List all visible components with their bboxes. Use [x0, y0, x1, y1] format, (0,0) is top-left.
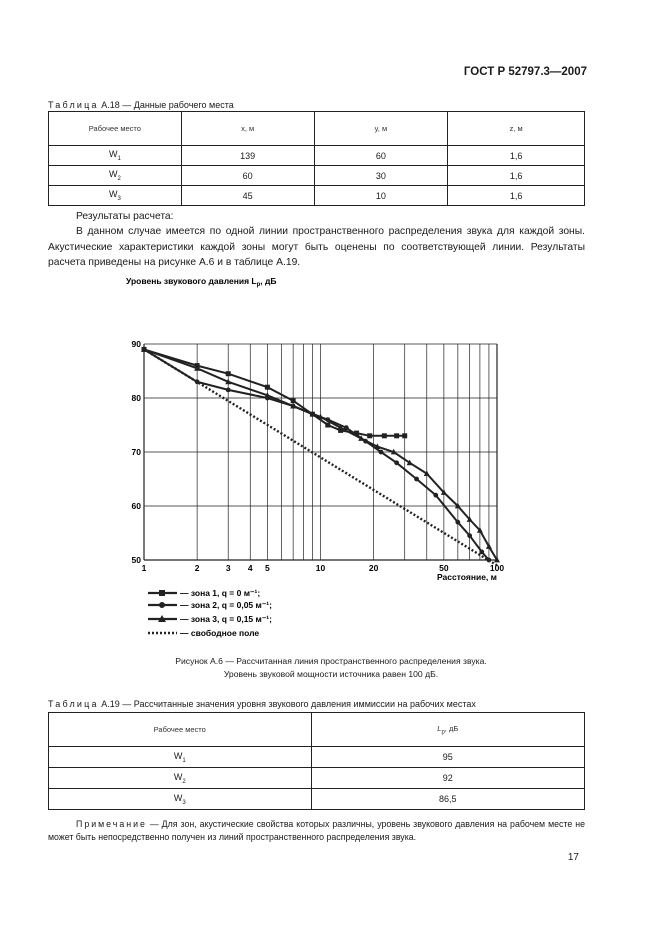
table-a18-header-place: Рабочее место [49, 112, 182, 146]
point-circle [455, 520, 460, 525]
x-tick-label: 10 [315, 563, 326, 573]
note-text: — Для зон, акустические свойства которых различны, уровень звукового давления на рабочем месте не может быть непосредственно получен из линий пространственного распределения звука. [48, 819, 585, 842]
table-a18-header-x: x, м [181, 112, 314, 146]
table-a18-cell-x: 45 [181, 186, 314, 206]
table-a19-cell-lp: 95 [311, 747, 584, 768]
point-circle [379, 450, 384, 455]
table-a19-header-place: Рабочее место [49, 713, 312, 747]
table-a18-cell-place: $W_2$ [49, 166, 182, 186]
table-a19 [48, 712, 585, 810]
table-a18-cell-z: 1,6 [448, 146, 585, 166]
point-circle [433, 493, 438, 498]
chart-xlabel: Расстояние, м [437, 572, 497, 582]
figure-a6-caption [48, 655, 614, 681]
point-circle [467, 533, 472, 538]
x-tick-label: 50 [439, 563, 449, 573]
table-a18-cell-y: 10 [314, 186, 448, 206]
table-a19-cell-place: $W_1$ [49, 747, 312, 768]
note [48, 818, 585, 843]
point-square [265, 385, 270, 390]
results-heading: Результаты расчета: [76, 211, 174, 222]
table-a18-cell-y: 30 [314, 166, 448, 186]
legend-free-field: — свободное поле [180, 628, 260, 638]
table-a18-header-y: y, м [314, 112, 448, 146]
legend-zone3: — зона 3, q = 0,15 м⁻¹; [180, 614, 272, 624]
x-tick-label: 4 [247, 563, 253, 573]
table-a18-header-z: z, м [448, 112, 585, 146]
table-a19-cell-lp: 92 [311, 768, 584, 789]
table-row [49, 789, 585, 810]
point-square [394, 433, 399, 438]
table-a18-cell-z: 1,6 [448, 186, 585, 206]
x-tick-label: 20 [368, 563, 379, 573]
table-a19-cell-place: $W_2$ [49, 768, 312, 789]
table-a19-cell-lp: 86,5 [311, 789, 584, 810]
point-square [402, 433, 407, 438]
page-number: 17 [567, 852, 579, 863]
point-square [226, 371, 231, 376]
results-text: В данном случае имеется по одной линии пространственного распределения звука для каждой зоны. Акустические характеристики каждой зоны могут быть оценены по соответствующей линии. Результаты расчета приведены на рисунке А.6 и в таблице А.19. [48, 226, 585, 268]
note-label: Примечание [76, 819, 147, 829]
point-circle [479, 550, 484, 555]
table-a18-cell-x: 139 [181, 146, 314, 166]
point-circle [414, 477, 419, 482]
table-a18-cell-place: $W_3$ [49, 186, 182, 206]
y-tick-label: 50 [131, 555, 141, 565]
table-a19-header-row [49, 713, 585, 747]
chart-legend [148, 588, 272, 638]
legend-zone2: — зона 2, q = 0,05 м⁻¹; [180, 600, 272, 610]
table-a19-caption-word: Таблица [48, 699, 99, 709]
y-tick-label: 70 [131, 447, 141, 457]
table-a19-caption-text: А.19 — Рассчитанные значения уровня звукового давления иммиссии на рабочих местах [101, 699, 476, 709]
table-a19-cell-place: $W_3$ [49, 789, 312, 810]
y-tick-label: 90 [131, 339, 141, 349]
table-a19-caption [48, 699, 476, 709]
point-circle [394, 460, 399, 465]
table-a18-cell-x: 60 [181, 166, 314, 186]
point-square [382, 433, 387, 438]
chart-grid [144, 344, 497, 560]
legend-zone1: — зона 1, q = 0 м⁻¹; [180, 588, 261, 598]
table-a19-header-lp: $L_p$, дБ [311, 713, 584, 747]
y-tick-label: 60 [131, 501, 141, 511]
figure-caption-line1: Рисунок А.6 — Рассчитанная линия пространственного распределения звука. [175, 656, 487, 666]
x-tick-label: 3 [225, 563, 231, 573]
figure-caption-line2: Уровень звуковой мощности источника равен 100 дБ. [223, 669, 439, 679]
point-square [367, 433, 372, 438]
table-a18-cell-y: 60 [314, 146, 448, 166]
x-tick-label: 2 [194, 563, 200, 573]
chart-ylabel: Уровень звукового давления $L_p$, дБ [126, 276, 277, 288]
x-tick-label: 1 [141, 563, 147, 573]
point-square [291, 398, 296, 403]
point-circle [226, 388, 231, 393]
table-a18-caption-word: Таблица [48, 100, 99, 110]
table-a18-caption-text: А.18 — Данные рабочего места [101, 100, 234, 110]
x-tick-label: 100 [489, 563, 505, 573]
standard-designation: ГОСТ Р 52797.3—2007 [463, 66, 587, 78]
table-row [49, 747, 585, 768]
x-tick-label: 5 [265, 563, 270, 573]
table-a18-cell-z: 1,6 [448, 166, 585, 186]
y-tick-label: 80 [131, 393, 141, 403]
table-row [49, 768, 585, 789]
point-square [325, 423, 330, 428]
table-a18-cell-place: $W_1$ [49, 146, 182, 166]
